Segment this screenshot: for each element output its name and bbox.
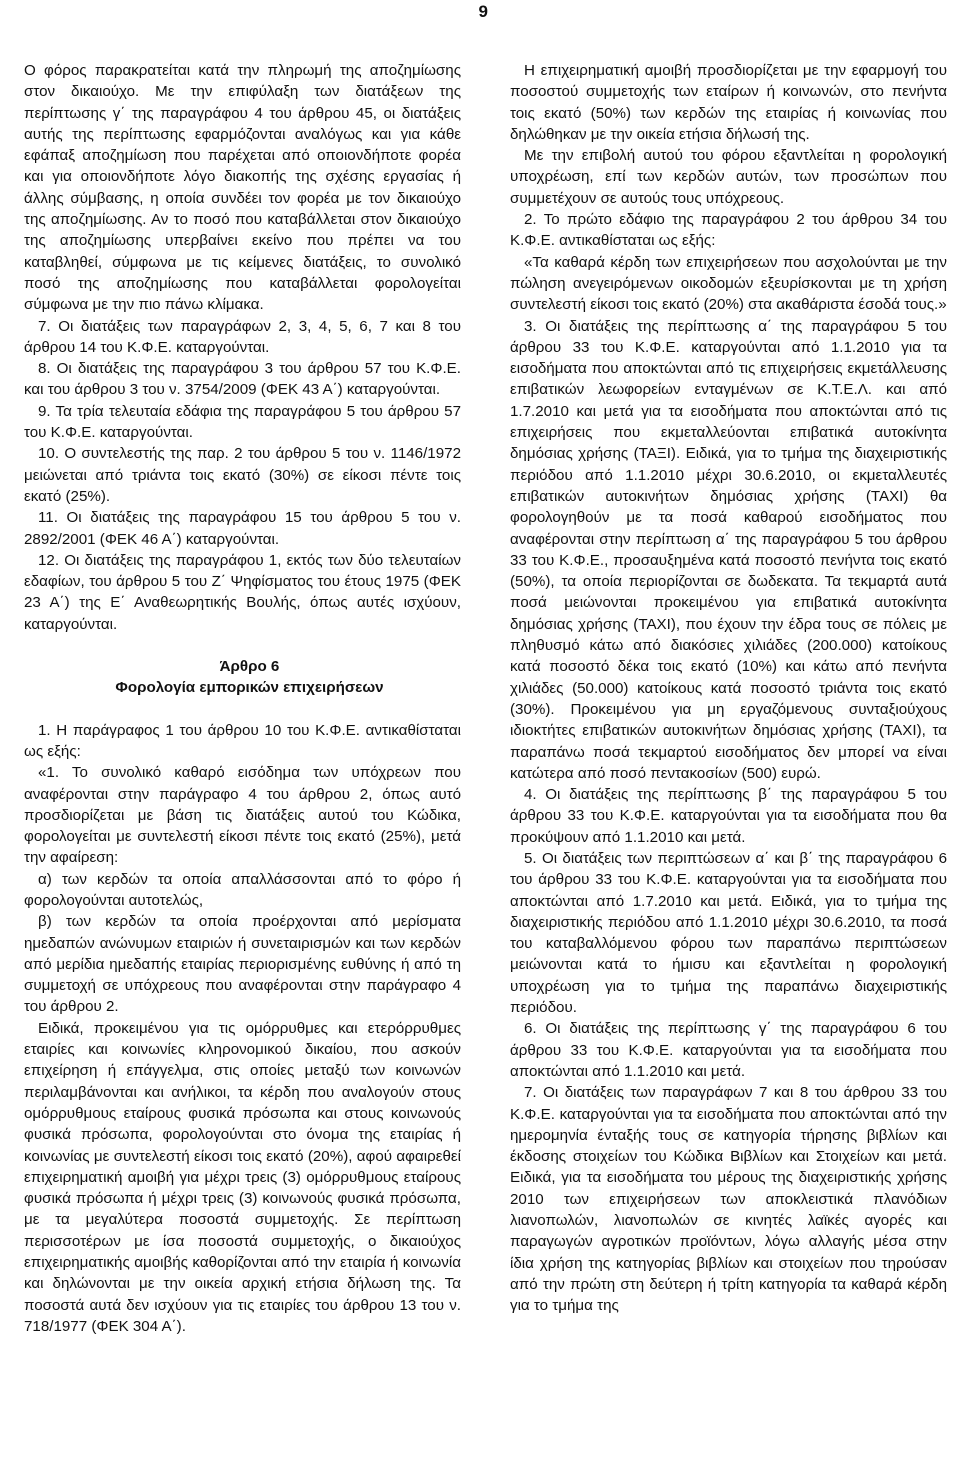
paragraph: Ειδικά, προκειμένου για τις ομόρρυθμες και ετερόρρυθμες εταιρίες και κοινωνίες κληρονομικού δικαίου, που ασκούν επιχείρηση ή επάγγελμα, στις οποίες μεταξύ των κοινωνών περιλαμβάνονται και ανήλικοι, τα κέρδη που αναλογούν στους ομόρρυθμους εταίρους φυσικά πρόσωπα και στους κοινωνούς φυσικά πρόσωπα, φορολογούνται στο όνομα της εταιρίας ή κοινωνίας με συντελεστή είκοσι τοις εκατό (20%), αφού αφαιρεθεί επιχειρηματική αμοιβή για μέχρι τρεις (3) ομόρρυθμους εταίρους φυσικά πρόσωπα ή μέχρι τρεις (3) κοινωνούς φυσικά πρόσωπα, με τα μεγαλύτερα ποσοστά συμμετοχής. Σε περίπτωση περισσοτέρων με ίσα ποσοστά συμμετοχής, ο δικαιούχος επιχειρηματικής αμοιβής καθορίζονται από την εταιρία ή κοινωνία και δηλώνονται με την οικεία αρχική ετήσια δήλωση της. Τα ποσοστά αυτά δεν ισχύουν για τις εταιρίες του άρθρου 13 του ν. 718/1977 (ΦΕΚ 304 Α΄). (24, 1019, 461, 1335)
paragraph: 7. Οι διατάξεις των παραγράφων 7 και 8 του άρθρου 33 του Κ.Φ.Ε. καταργούνται για τα εισοδήματα που αποκτώνται από την ημερομηνία ένταξής τους σε κατηγορία τήρησης βιβλίων και έκδοσης στοιχείων του Κώδικα Βιβλίων και Στοιχείων και μετά. Ειδικά, για τα εισοδήματα του μέρους της διαχειριστικής χρήσης 2010 των επιχειρήσεων των αποκλειστικά πλανόδιων λιανοπωλών, λιανοπωλών σε κινητές λαϊκές αγορές και παραγωγών αγροτικών προϊόντων, λόγω αλλαγής μέσα στην ίδια χρήση της κατηγορίας βιβλίων και στοιχείων που τηρούσαν από την πρώτη στη δεύτερη ή τρίτη κατηγορία τα καθαρά κέρδη για το τμήμα της (510, 1084, 947, 1315)
paragraph: 11. Οι διατάξεις της παραγράφου 15 του άρθρου 5 του ν. 2892/2001 (ΦΕΚ 46 Α΄) καταργούνται. (24, 509, 461, 548)
paragraph: Η επιχειρηματική αμοιβή προσδιορίζεται με την εφαρμογή του ποσοστού συμμετοχής των εταίρων ή κοινωνών, στο πενήντα τοις εκατό (50%) των κερδών της εταιρίας ή κοινωνίας που δηλώθηκαν με την οικεία ετήσια δήλωσή της. (510, 62, 947, 143)
right-column (510, 60, 947, 1317)
left-column (24, 60, 461, 1337)
article-number: Άρθρο 6 (219, 658, 280, 676)
paragraph: 12. Οι διατάξεις της παραγράφου 1, εκτός των δύο τελευταίων εδαφίων, του άρθρου 5 του Ζ΄ Ψηφίσματος του έτους 1975 (ΦΕΚ 23 Α΄) της Ε΄ Αναθεωρητικής Βουλής, όπως αυτές ισχύουν, καταργούνται. (24, 551, 461, 633)
paragraph: 7. Οι διατάξεις των παραγράφων 2, 3, 4, 5, 6, 7 και 8 του άρθρου 14 του Κ.Φ.Ε. καταργούνται. (24, 317, 461, 356)
paragraph: 2. Το πρώτο εδάφιο της παραγράφου 2 του άρθρου 34 του Κ.Φ.Ε. αντικαθίσταται ως εξής: (510, 211, 947, 250)
paragraph: Με την επιβολή αυτού του φόρου εξαντλείται η φορολογική υποχρέωση, επί των κερδών αυτών, των προσώπων που συμμετέχουν σε αυτούς τους υπόχρεους. (510, 147, 947, 207)
paragraph: 9. Τα τρία τελευταία εδάφια της παραγράφου 5 του άρθρου 57 του Κ.Φ.Ε. καταργούνται. (24, 402, 461, 442)
paragraph: β) των κερδών τα οποία προέρχονται από μερίσματα ημεδαπών ανώνυμων εταιριών ή συνεταιρισμών και των κερδών από μερίδια ημεδαπής εταιρίας περιορισμένης ευθύνης ή από τη συμμετοχή σε υπόχρεους που αναφέρονται στην παράγραφο 4 του άρθρου 2. (24, 913, 461, 1016)
paragraph: 3. Οι διατάξεις της περίπτωσης α΄ της παραγράφου 5 του άρθρου 33 του Κ.Φ.Ε. καταργούνται από 1.1.2010 για τα εισοδήματα που αποκτώνται από τις επιχειρήσεις εκμετάλλευσης επιβατικών λεωφορείων ενταγμένων σε Κ.Τ.Ε.Λ. και από 1.7.2010 και μετά για τα εισοδήματα που αποκτώνται από τις επιχειρήσεις που εκμεταλλεύονται επιβατικά αυτοκίνητα δημόσιας χρήσης (ΤΑΞΙ). Ειδικά, για το τμήμα της διαχειριστικής περιόδου από 1.1.2010 μέχρι 30.6.2010, οι εκμεταλλευτές επιβατικών αυτοκινήτων δημόσιας χρήσης (ΤΑΧΙ) θα φορολογηθούν με τα ποσά καθαρού εισοδήματος που αναφέρονται στην περίπτωση α΄ της παραγράφου 5 του άρθρου 33 του Κ.Φ.Ε., προσαυξημένα κατά ποσοστό πενήντα τοις εκατό (50%), τα οποία περιορίζονται σε δωδεκατα. Τα τεκμαρτά αυτά ποσά μειώνονται προκειμένου για επιβατικά αυτοκίνητα δημόσιας χρήσης (ΤΑΧΙ), που έχουν την έδρα τους σε πόλεις με πληθυσμό κάτω από διακόσιες χιλιάδες (200.000) κατοίκους κατά ποσοστό δέκα τοις εκατό (10%) και κάτω από πενήντα χιλιάδες (50.000) κατοίκους κατά ποσοστό τριάντα τοις εκατό (30%). Προκειμένου για μη εργαζόμενους συνταξιούχους ιδιοκτήτες επιβατικών αυτοκινήτων δημόσιας χρήσης (ΤΑΧΙ), τα παραπάνω ποσά τεκμαρτού εισοδήματος δεν μπορεί να είναι κατώτερα από ποσό πεντακοσίων (500) ευρώ. (510, 317, 947, 782)
paragraph: 10. Ο συντελεστής της παρ. 2 του άρθρου 5 του ν. 1146/1972 μειώνεται από τριάντα τοις εκατό (30%) σε είκοσι πέντε τοις εκατό (25%). (24, 445, 461, 505)
paragraph: Ο φόρος παρακρατείται κατά την πληρωμή της αποζημίωσης στον δικαιούχο. Με την επιφύλαξη των διατάξεων της περίπτωσης γ΄ της παραγράφου 4 του άρθρου 45, οι διατάξεις αυτής της περίπτωσης εφαρμόζονται αναλόγως και για κάθε εφάπαξ αποζημίωση που παρέχεται από οποιονδήποτε φορέα και για οποιονδήποτε λόγο διακοπής της σχέσης εργασίας ή άλλης σύμβασης, η οποία συνδέει τον φορέα με τον δικαιούχο της αποζημίωσης. Αν το ποσό που καταβάλλεται στον δικαιούχο της αποζημίωσης υπερβαίνει εκείνο που πρέπει να του καταβληθεί, σύμφωνα με τις κείμενες διατάξεις, το συνολικό ποσό της αποζημίωσης που καταβάλλεται φορολογείται σύμφωνα με την πιο πάνω κλίμακα. (24, 62, 461, 314)
page-number: 9 (478, 2, 488, 21)
paragraph: 4. Οι διατάξεις της περίπτωσης β΄ της παραγράφου 5 του άρθρου 33 του Κ.Φ.Ε. καταργούνται για τα εισοδήματα που θα προκύψουν από 1.1.2010 και μετά. (510, 786, 947, 846)
paragraph: 1. Η παράγραφος 1 του άρθρου 10 του Κ.Φ.Ε. αντικαθίσταται ως εξής: (24, 721, 461, 760)
paragraph: «1. Το συνολικό καθαρό εισόδημα των υπόχρεων που αναφέρονται στην παράγραφο 4 του άρθρου 2, όπως αυτό προσδιορίζεται με βάση τις διατάξεις αυτού του Κώδικα, φορολογείται με συντελεστή είκοσι πέντε τοις εκατό (25%), μετά την αφαίρεση: (24, 764, 461, 867)
paragraph: 8. Οι διατάξεις της παραγράφου 3 του άρθρου 57 του Κ.Φ.Ε. και του άρθρου 3 του ν. 3754/2009 (ΦΕΚ 43 Α΄) καταργούνται. (24, 360, 461, 399)
paragraph: «Τα καθαρά κέρδη των επιχειρήσεων που ασχολούνται με την πώληση ανεγειρόμενων οικοδομών εξευρίσκονται με τη χρήση συντελεστή είκοσι τοις εκατό (20%) στα ακαθάριστα έσοδά τους.» (510, 253, 947, 314)
paragraph: 6. Οι διατάξεις της περίπτωσης γ΄ της παραγράφου 6 του άρθρου 33 του Κ.Φ.Ε. καταργούνται για τα εισοδήματα που αποκτώνται από 1.1.2010 και μετά. (510, 1020, 947, 1080)
article-title: Φορολογία εμπορικών επιχειρήσεων (115, 679, 384, 697)
paragraph: α) των κερδών τα οποία απαλλάσσονται από το φόρο ή φορολογούνται αυτοτελώς, (24, 870, 461, 909)
paragraph: 5. Οι διατάξεις των περιπτώσεων α΄ και β΄ της παραγράφου 6 του άρθρου 33 του Κ.Φ.Ε. καταργούνται για τα εισοδήματα που αποκτώνται από 1.7.2010 και μετά. Ειδικά, για το τμήμα της διαχειριστικής περιόδου από 1.1.2010 μέχρι 30.6.2010, τα ποσά του καταβαλλόμενου φόρου των παραπάνω περιπτώσεων μειώνονται κατά το ήμισυ και εξαντλείται η φορολογική υποχρέωση για το τμήμα της παραπάνω διαχειριστικής περιόδου. (510, 849, 947, 1017)
